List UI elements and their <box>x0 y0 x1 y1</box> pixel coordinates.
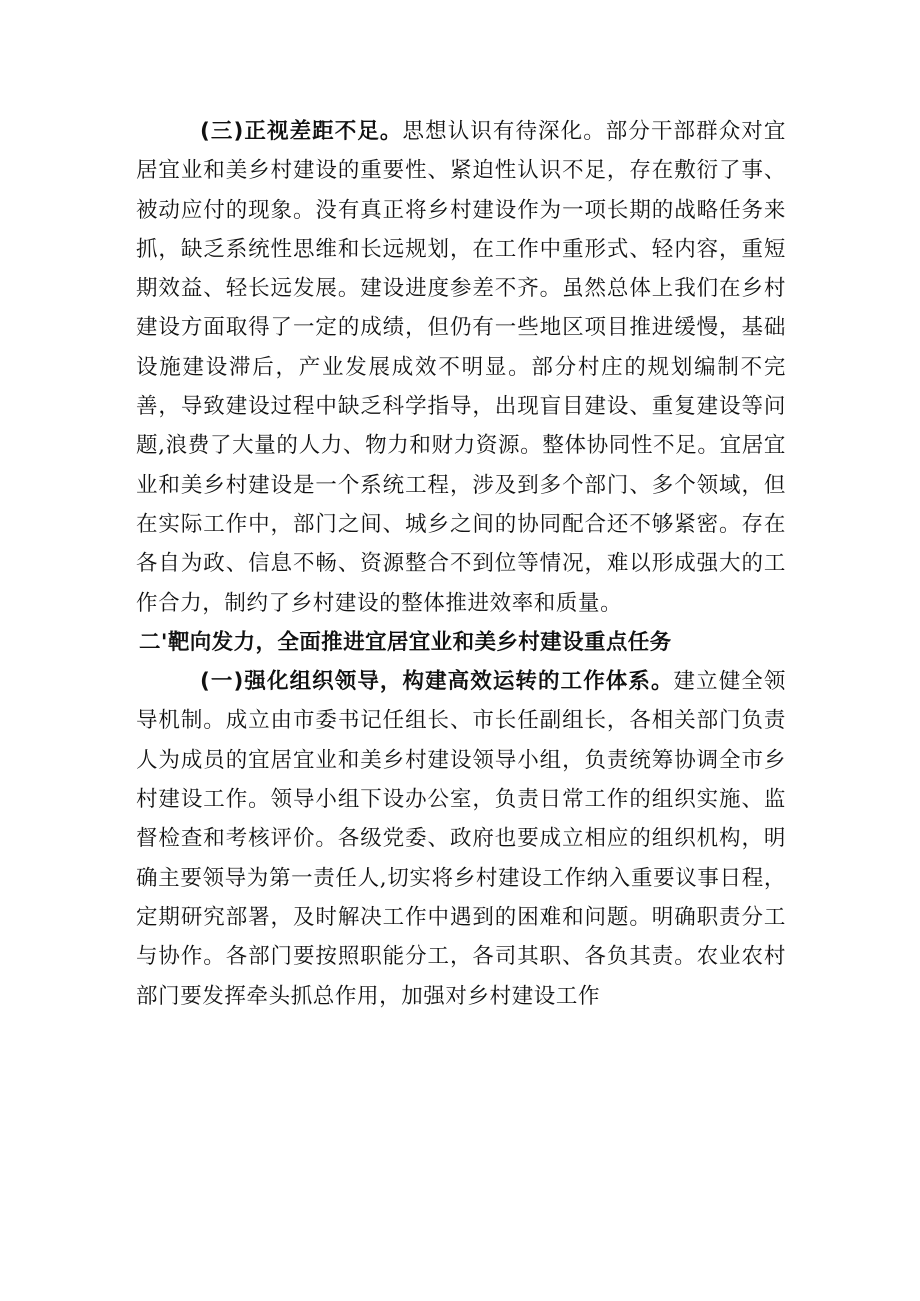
paragraph-body-leadership: 建立健全领导机制。成立由市委书记任组长、市长任副组长，各相关部门负责人为成员的宜居宜业和美乡村建设领导小组，负责统筹协调全市乡村建设工作。领导小组下设办公室，负责日常工作的组织实施、监督检查和考核评价。各级党委、政府也要成立相应的组织机构，明确主要领导为第一责任人,切实将乡村建设工作纳入重要议事日程，定期研究部署，及时解决工作中遇到的困难和问题。明确职责分工与协作。各部门要按照职能分工，各司其职、各负其责。农业农村部门要发挥牵头抓总作用，加强对乡村建设工作 <box>136 669 786 1009</box>
document-body <box>136 112 786 1016</box>
paragraph-heading-leadership: (一)强化组织领导，构建高效运转的工作体系。 <box>200 669 674 695</box>
paragraph-organizational-leadership <box>136 662 786 1016</box>
paragraph-body-gaps: 思想认识有待深化。部分干部群众对宜居宜业和美乡村建设的重要性、紧迫性认识不足，存在敷衍了事、被动应付的现象。没有真正将乡村建设作为一项长期的战略任务来抓，缺乏系统性思维和长远规划，在工作中重形式、轻内容，重短期效益、轻长远发展。建设进度参差不齐。虽然总体上我们在乡村建设方面取得了一定的成绩，但仍有一些地区项目推进缓慢，基础设施建设滞后，产业发展成效不明显。部分村庄的规划编制不完善，导致建设过程中缺乏科学指导，出现盲目建设、重复建设等问题,浪费了大量的人力、物力和财力资源。整体协同性不足。宜居宜业和美乡村建设是一个系统工程，涉及到多个部门、多个领域，但在实际工作中，部门之间、城乡之间的协同配合还不够紧密。存在各自为政、信息不畅、资源整合不到位等情况，难以形成强大的工作合力，制约了乡村建设的整体推进效率和质量。 <box>136 119 786 616</box>
paragraph-gaps-shortcomings <box>136 112 786 623</box>
section-heading-2: 二'靶向发力，全面推进宜居宜业和美乡村建设重点任务 <box>139 629 672 655</box>
paragraph-heading-gaps: (三)正视差距不足。 <box>200 119 403 144</box>
